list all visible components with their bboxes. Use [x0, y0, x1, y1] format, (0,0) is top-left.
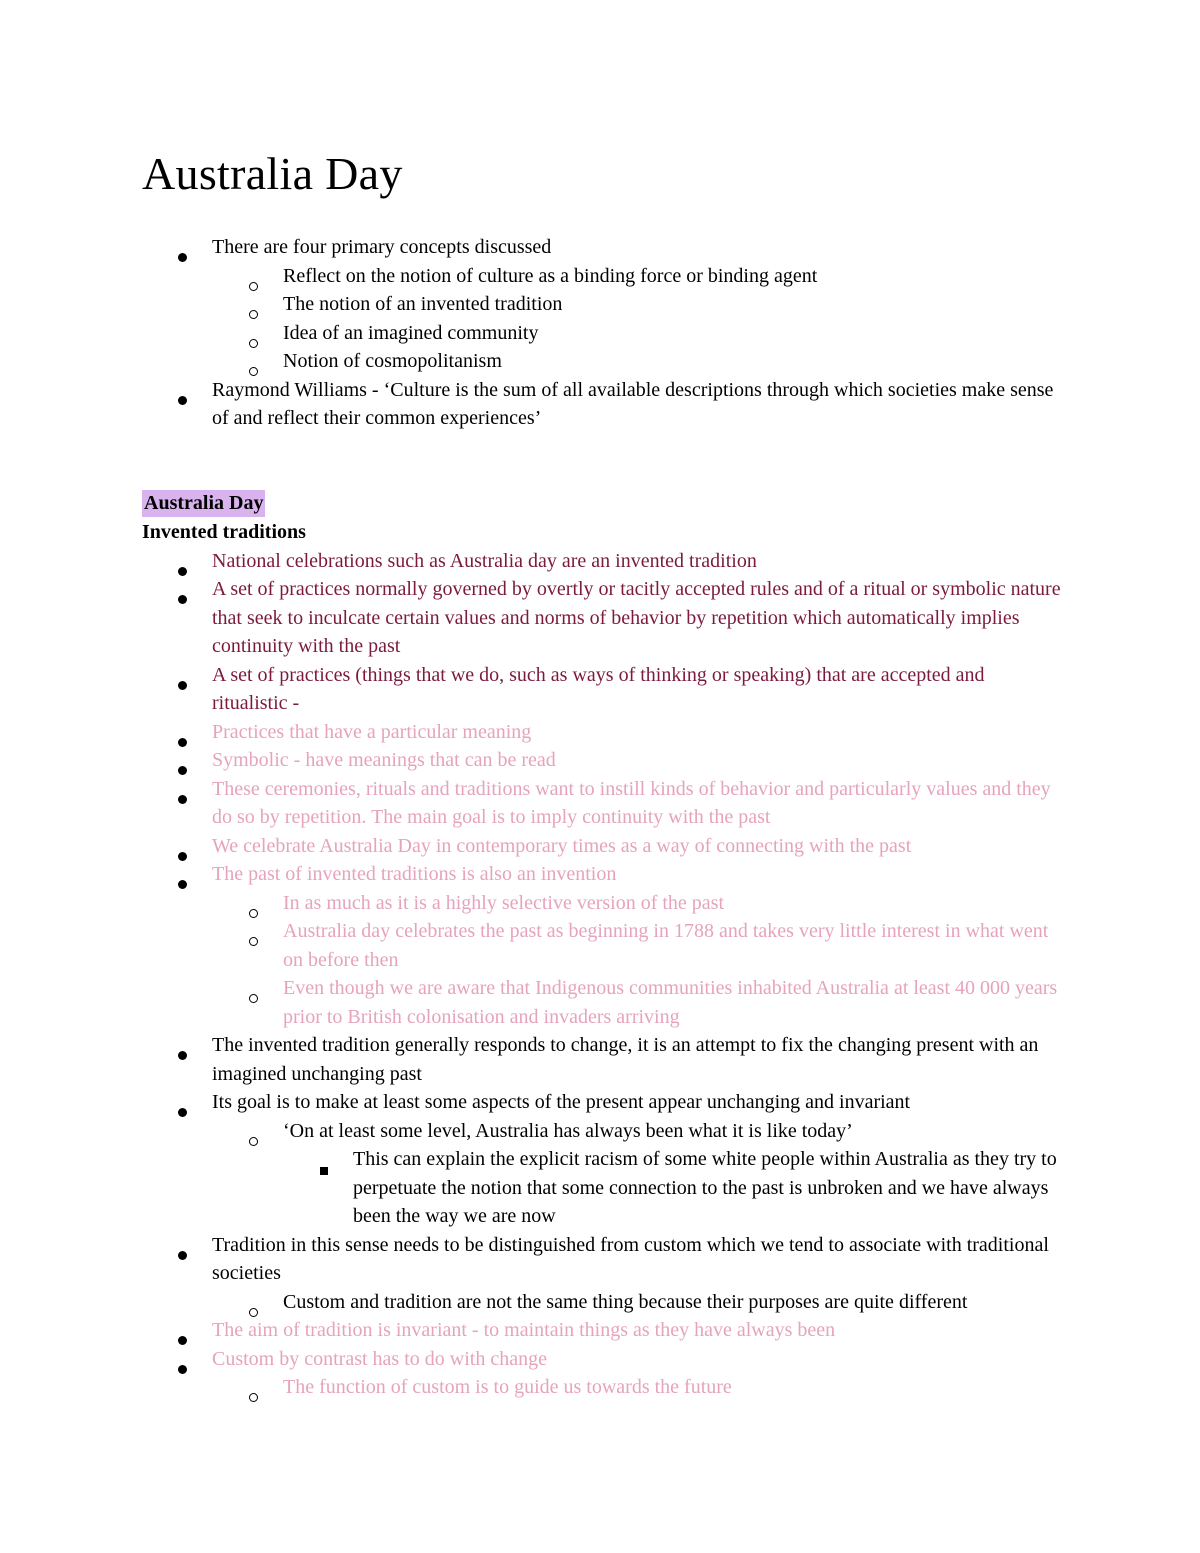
circle-bullet-icon — [243, 347, 263, 376]
list-item — [142, 319, 1062, 348]
list-item-text: Custom by contrast has to do with change — [212, 1347, 547, 1370]
intro-list — [142, 233, 1062, 433]
circle-bullet-icon — [243, 917, 263, 946]
bullet-icon — [172, 1316, 192, 1345]
list-item — [142, 347, 1062, 376]
list-item-text: Australia day celebrates the past as beginning in 1788 and takes very little interest in what went on before then — [283, 920, 1049, 971]
list-item — [142, 1145, 1062, 1231]
list-item — [142, 718, 1062, 747]
list-item — [142, 575, 1062, 661]
page-title: Australia Day — [142, 148, 403, 199]
bullet-icon — [172, 746, 192, 775]
list-item — [142, 547, 1062, 576]
list-item-text: The past of invented traditions is also an invention — [212, 863, 617, 885]
bullet-icon — [172, 547, 192, 576]
list-item-text: These ceremonies, rituals and traditions want to instill kinds of behavior and particularly values and they do so by repetition. The main goal is to imply continuity with the past — [212, 777, 1051, 828]
bullet-icon — [172, 1345, 192, 1374]
section-subheading: Invented traditions — [142, 520, 306, 543]
list-item-text: The notion of an invented tradition — [283, 293, 563, 315]
bullet-icon — [172, 832, 192, 861]
list-item — [142, 917, 1062, 974]
list-item — [142, 1373, 1062, 1402]
list-item-text: Raymond Williams - ‘Culture is the sum of all available descriptions through which societies make sense of and reflect their common experiences’ — [212, 378, 1054, 429]
square-bullet-icon — [314, 1145, 334, 1174]
list-item — [142, 1031, 1062, 1088]
list-item — [142, 376, 1062, 433]
list-item — [142, 775, 1062, 832]
circle-bullet-icon — [243, 262, 263, 291]
list-item-text: Notion of cosmopolitanism — [283, 350, 502, 372]
bullet-icon — [172, 575, 192, 604]
list-item-text: ‘On at least some level, Australia has always been what it is like today’ — [283, 1119, 853, 1142]
list-item-text: Custom and tradition are not the same thing because their purposes are quite different — [283, 1290, 968, 1313]
list-item-text: We celebrate Australia Day in contemporary times as a way of connecting with the past — [212, 834, 912, 857]
list-item-text: Practices that have a particular meaning — [212, 720, 532, 743]
list-item-text: A set of practices normally governed by overtly or tacitly accepted rules and of a ritual or symbolic nature that seek to inculcate certain values and norms of behavior by repetition which automatically implies continuity with the past — [212, 578, 1061, 657]
invented-traditions-section — [142, 489, 1062, 1402]
circle-bullet-icon — [243, 319, 263, 348]
list-item-text: The invented tradition generally responds to change, it is an attempt to fix the changing present with an imagined unchanging past — [212, 1034, 1039, 1085]
circle-bullet-icon — [243, 1373, 263, 1402]
list-item — [142, 661, 1062, 718]
bullet-icon — [172, 376, 192, 405]
bullet-icon — [172, 775, 192, 804]
list-item — [142, 974, 1062, 1031]
list-item-text: This can explain the explicit racism of some white people within Australia as they try to perpetuate the notion that some connection to the past is unbroken and we have always been the way we are now — [353, 1148, 1057, 1227]
list-item-text: Its goal is to make at least some aspects of the present appear unchanging and invariant — [212, 1091, 911, 1113]
list-item — [142, 290, 1062, 319]
bullet-icon — [172, 1088, 192, 1117]
list-item-text: Reflect on the notion of culture as a binding force or binding agent — [283, 264, 818, 287]
circle-bullet-icon — [243, 889, 263, 918]
circle-bullet-icon — [243, 974, 263, 1003]
bullet-icon — [172, 1231, 192, 1260]
list-item-text: The aim of tradition is invariant - to maintain things as they have always been — [212, 1319, 836, 1341]
list-item — [142, 746, 1062, 775]
list-item-text: The function of custom is to guide us towards the future — [283, 1376, 732, 1398]
bullet-icon — [172, 1031, 192, 1060]
list-item-text: A set of practices (things that we do, such as ways of thinking or speaking) that are accepted and ritualistic - — [212, 663, 985, 714]
list-item — [142, 860, 1062, 889]
list-item — [142, 1117, 1062, 1146]
bullet-icon — [172, 233, 192, 262]
list-item — [142, 1345, 1062, 1374]
list-item-text: Idea of an imagined community — [283, 321, 539, 344]
bullet-icon — [172, 860, 192, 889]
list-item — [142, 1288, 1062, 1317]
list-item — [142, 233, 1062, 262]
list-item-text: Even though we are aware that Indigenous communities inhabited Australia at least 40 000 years prior to British colonisation and invaders arriving — [283, 977, 1058, 1028]
bullet-icon — [172, 661, 192, 690]
bullet-icon — [172, 718, 192, 747]
list-item-text: National celebrations such as Australia day are an invented tradition — [212, 549, 757, 572]
list-item — [142, 1316, 1062, 1345]
circle-bullet-icon — [243, 290, 263, 319]
list-item — [142, 1231, 1062, 1288]
highlighted-heading: Australia Day — [142, 490, 265, 517]
list-item-text: Tradition in this sense needs to be distinguished from custom which we tend to associate with traditional societies — [212, 1233, 1049, 1284]
notes-list — [142, 547, 1062, 1402]
list-item-text: Symbolic - have meanings that can be read — [212, 749, 556, 771]
circle-bullet-icon — [243, 1117, 263, 1146]
list-item — [142, 832, 1062, 861]
list-item-text: There are four primary concepts discussed — [212, 236, 552, 258]
list-item — [142, 889, 1062, 918]
circle-bullet-icon — [243, 1288, 263, 1317]
list-item — [142, 1088, 1062, 1117]
list-item-text: In as much as it is a highly selective version of the past — [283, 891, 725, 914]
list-item — [142, 262, 1062, 291]
section-heading — [142, 489, 1062, 518]
